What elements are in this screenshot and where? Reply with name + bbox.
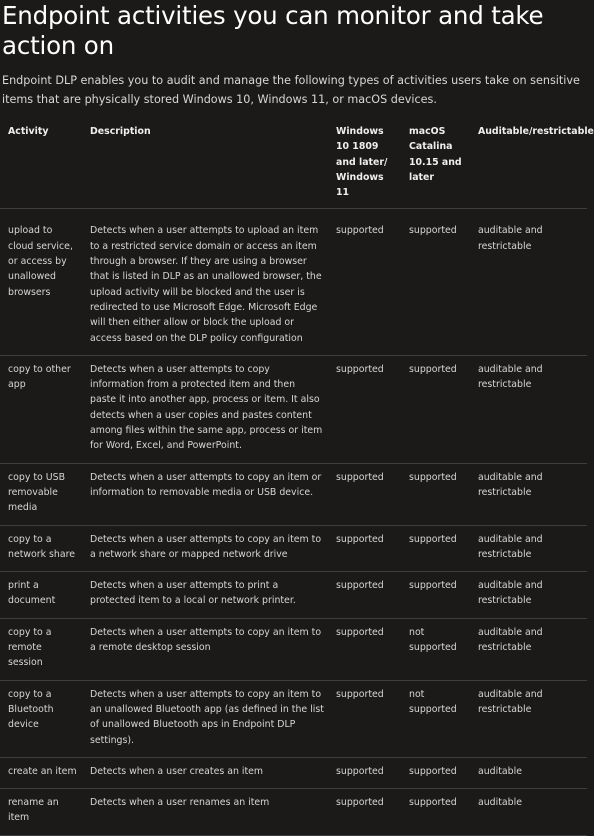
table-row: [0, 463, 587, 525]
cell-activity: create an item: [0, 757, 82, 788]
table-row: [0, 789, 587, 836]
cell-windows: supported: [328, 789, 401, 836]
cell-description: Detects when a user attempts to print a protected item to a local or network printer.: [82, 572, 328, 619]
cell-activity: copy to a network share: [0, 525, 82, 572]
cell-description: Detects when a user attempts to copy an item to an unallowed Bluetooth app (as defined in the list of unallowed Bluetooth aps in Endpoint DLP settings).: [82, 680, 328, 757]
cell-activity: copy to other app: [0, 355, 82, 463]
cell-windows: supported: [328, 463, 401, 525]
cell-auditable: auditable and restrictable: [470, 618, 587, 680]
activities-table: [0, 119, 594, 836]
cell-windows: supported: [328, 680, 401, 757]
cell-macos: supported: [401, 209, 470, 355]
cell-auditable: auditable and restrictable: [470, 572, 587, 619]
header-macos: macOS Catalina 10.15 and later: [401, 119, 470, 209]
cell-description: Detects when a user attempts to upload an item to a restricted service domain or access an item through a browser. If they are using a browser that is listed in DLP as an unallowed browser, the upload activity will be blocked and the user is redirected to use Microsoft Edge. Microsoft Edge will then either allow or block the upload or access based on the DLP policy configuration: [82, 209, 328, 355]
cell-description: Detects when a user attempts to copy an item or information to removable media or USB device.: [82, 463, 328, 525]
cell-auditable: auditable: [470, 789, 587, 836]
cell-auditable: auditable and restrictable: [470, 525, 587, 572]
table-row: [0, 618, 587, 680]
header-description: Description: [82, 119, 328, 209]
cell-macos: supported: [401, 463, 470, 525]
cell-windows: supported: [328, 355, 401, 463]
table-row: [0, 680, 587, 757]
cell-activity: print a document: [0, 572, 82, 619]
cell-macos: supported: [401, 525, 470, 572]
cell-windows: supported: [328, 525, 401, 572]
cell-windows: supported: [328, 572, 401, 619]
table-row: [0, 572, 587, 619]
cell-macos: supported: [401, 355, 470, 463]
header-activity: Activity: [0, 119, 82, 209]
cell-description: Detects when a user attempts to copy an item to a remote desktop session: [82, 618, 328, 680]
cell-windows: supported: [328, 618, 401, 680]
cell-macos: supported: [401, 789, 470, 836]
header-row: [0, 119, 587, 209]
cell-auditable: auditable and restrictable: [470, 680, 587, 757]
cell-description: Detects when a user attempts to copy information from a protected item and then paste it into another app, process or item. It also detects when a user copies and pastes content among files within the same app, process or item for Word, Excel, and PowerPoint.: [82, 355, 328, 463]
cell-macos: not supported: [401, 680, 470, 757]
table-row: [0, 525, 587, 572]
cell-auditable: auditable and restrictable: [470, 209, 587, 355]
cell-auditable: auditable: [470, 757, 587, 788]
header-auditable: Auditable/restrictable: [470, 119, 587, 209]
cell-auditable: auditable and restrictable: [470, 355, 587, 463]
table-header: [0, 119, 594, 209]
cell-description: Detects when a user renames an item: [82, 789, 328, 836]
cell-activity: copy to USB removable media: [0, 463, 82, 525]
cell-description: Detects when a user creates an item: [82, 757, 328, 788]
cell-auditable: auditable and restrictable: [470, 463, 587, 525]
table-row: [0, 757, 587, 788]
cell-macos: supported: [401, 572, 470, 619]
cell-macos: not supported: [401, 618, 470, 680]
table-body: [0, 209, 587, 835]
table-row: [0, 209, 587, 355]
intro-paragraph: Endpoint DLP enables you to audit and manage the following types of activities users take on sensitive items that are physically stored Windows 10, Windows 11, or macOS devices.: [2, 74, 580, 106]
cell-activity: copy to a Bluetooth device: [0, 680, 82, 757]
cell-windows: supported: [328, 209, 401, 355]
cell-windows: supported: [328, 757, 401, 788]
cell-macos: supported: [401, 757, 470, 788]
cell-activity: copy to a remote session: [0, 618, 82, 680]
cell-activity: rename an item: [0, 789, 82, 836]
page-title: Endpoint activities you can monitor and take action on: [2, 1, 544, 60]
table-row: [0, 355, 587, 463]
header-windows: Windows 10 1809 and later/ Windows 11: [328, 119, 401, 209]
cell-description: Detects when a user attempts to copy an item to a network share or mapped network drive: [82, 525, 328, 572]
cell-activity: upload to cloud service, or access by unallowed browsers: [0, 209, 82, 355]
